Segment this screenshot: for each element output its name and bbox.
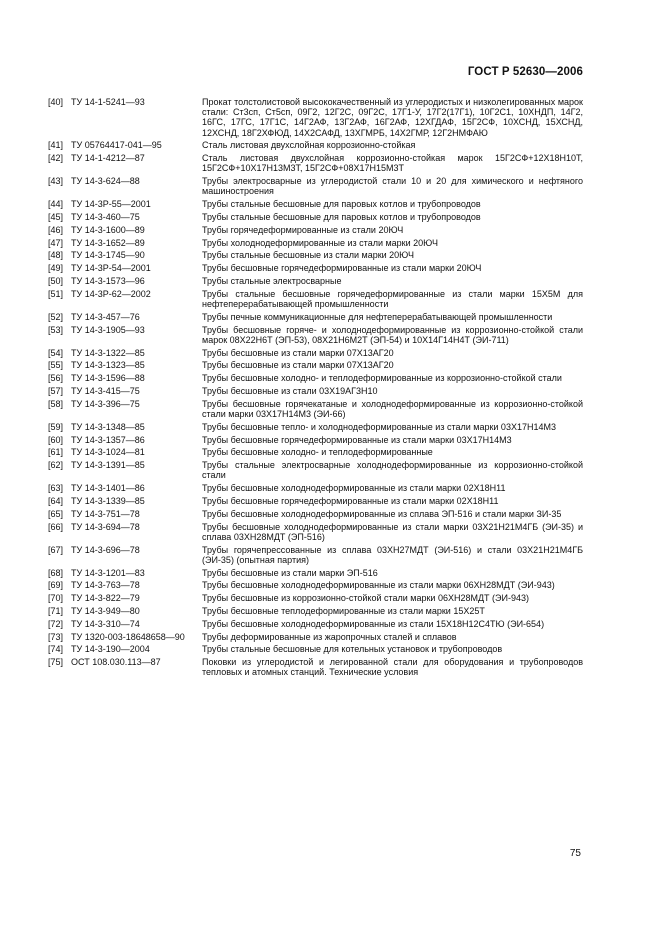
reference-item <box>48 632 583 642</box>
reference-item <box>48 276 583 286</box>
reference-item <box>48 225 583 235</box>
reference-number: [63] <box>48 483 64 494</box>
reference-item <box>48 212 583 222</box>
reference-document-code: ТУ 14-3Р-54—2001 <box>71 263 151 274</box>
reference-document-code: ТУ 14-3-1348—85 <box>71 421 145 432</box>
reference-title: Трубы стальные бесшовные из стали марки 20ЮЧ <box>202 250 414 261</box>
reference-number: [68] <box>48 567 64 578</box>
reference-item <box>48 348 583 358</box>
reference-number: [73] <box>48 631 64 642</box>
reference-number: [49] <box>48 263 64 274</box>
reference-title: Трубы бесшовные холодно- и теплодеформированные <box>202 447 433 458</box>
reference-number: [61] <box>48 447 64 458</box>
reference-title: Трубы бесшовные холоднодеформированные из стали марки 03Х21Н21М4ГБ (ЭИ-35) и сплава 03ХН28МДТ (ЭП-516) <box>202 521 583 542</box>
reference-document-code: ТУ 14-3-1905—93 <box>71 324 145 335</box>
reference-number: [41] <box>48 140 64 151</box>
reference-number: [45] <box>48 212 64 222</box>
reference-number: [57] <box>48 385 64 396</box>
reference-item <box>48 644 583 654</box>
reference-item <box>48 422 583 432</box>
reference-title: Трубы стальные бесшовные для паровых котлов и трубопроводов <box>202 199 481 210</box>
reference-document-code: ТУ 14-3-1339—85 <box>71 495 145 506</box>
reference-title: Трубы бесшовные тепло- и холоднодеформированные из стали марки 03Х17Н14М3 <box>202 421 556 432</box>
reference-document-code: ТУ 14-3-1401—86 <box>71 483 145 494</box>
reference-number: [56] <box>48 373 64 384</box>
reference-item <box>48 97 583 138</box>
reference-title: Трубы бесшовные горячедеформированные из стали марки 03Х17Н14М3 <box>202 434 512 445</box>
reference-number: [70] <box>48 593 64 604</box>
reference-item <box>48 360 583 370</box>
reference-item <box>48 545 583 565</box>
reference-item <box>48 325 583 345</box>
reference-number: [40] <box>48 97 64 107</box>
reference-document-code: ТУ 14-1-4212—87 <box>71 153 145 164</box>
reference-title: Трубы деформированные из жаропрочных сталей и сплавов <box>202 631 457 642</box>
reference-title: Трубы горячепрессованные из сплава 03ХН27МДТ (ЭИ-516) и стали 03Х21Н21М4ГБ (ЭИ-35) (опытная партия) <box>202 544 583 565</box>
reference-number: [71] <box>48 605 64 616</box>
reference-document-code: ТУ 14-3-396—75 <box>71 398 140 409</box>
reference-item <box>48 263 583 273</box>
reference-title: Трубы бесшовные из стали марки 07Х13АГ20 <box>202 360 394 371</box>
reference-number: [46] <box>48 224 64 235</box>
reference-document-code: ТУ 14-3-1745—90 <box>71 250 145 261</box>
reference-title: Трубы бесшовные горяче- и холоднодеформированные из коррозионно-стойкой стали марок 08Х22Н6Т (ЭП-53), 08Х21Н6М2Т (ЭП-54) и 10Х14Г14Н4Т (ЭИ-711) <box>202 324 583 345</box>
reference-number: [60] <box>48 434 64 445</box>
reference-number: [53] <box>48 324 64 335</box>
reference-number: [64] <box>48 495 64 506</box>
reference-document-code: ТУ 14-3-822—79 <box>71 593 140 604</box>
reference-title: Трубы стальные бесшовные для котельных установок и трубопроводов <box>202 644 503 655</box>
reference-document-code: ТУ 14-3-1201—83 <box>71 567 145 578</box>
reference-title: Трубы бесшовные из стали марки 07Х13АГ20 <box>202 347 394 358</box>
reference-item <box>48 435 583 445</box>
reference-document-code: ТУ 14-3-1600—89 <box>71 224 145 235</box>
reference-document-code: ТУ 1320-003-18648658—90 <box>71 631 185 642</box>
reference-title: Сталь листовая двухслойная коррозионно-стойкая марок 15Г2СФ+12Х18Н10Т, 15Г2СФ+10Х17Н13М3Т, 15Г2СФ+08Х17Н15М3Т <box>202 153 583 174</box>
reference-item <box>48 522 583 542</box>
reference-title: Трубы бесшовные холодно- и теплодеформированные из коррозионно-стойкой стали <box>202 373 562 384</box>
reference-number: [44] <box>48 199 64 210</box>
reference-title: Трубы бесшовные из стали 03Х19АГ3Н10 <box>202 385 378 396</box>
reference-document-code: ТУ 14-3-696—78 <box>71 544 140 555</box>
reference-title: Трубы стальные бесшовные для паровых котлов и трубопроводов <box>202 212 481 222</box>
reference-number: [72] <box>48 618 64 629</box>
reference-number: [43] <box>48 176 64 187</box>
reference-number: [67] <box>48 544 64 555</box>
reference-document-code: ТУ 14-3-457—76 <box>71 311 140 322</box>
reference-item <box>48 619 583 629</box>
reference-item <box>48 447 583 457</box>
reference-document-code: ТУ 14-3-694—78 <box>71 521 140 532</box>
reference-title: Трубы бесшовные холоднодеформированные из стали 15Х18Н12С4ТЮ (ЭИ-654) <box>202 618 545 629</box>
reference-number: [50] <box>48 275 64 286</box>
reference-title: Трубы горячедеформированные из стали 20ЮЧ <box>202 224 404 235</box>
reference-document-code: ТУ 14-3-949—80 <box>71 605 140 616</box>
reference-title: Трубы бесшовные горячекатаные и холоднодеформированные из коррозионно-стойкой стали марки 03Х17Н14М3 (ЭИ-66) <box>202 398 583 419</box>
reference-item <box>48 399 583 419</box>
reference-item <box>48 460 583 480</box>
reference-number: [48] <box>48 250 64 261</box>
reference-document-code: ТУ 14-3-1357—86 <box>71 434 145 445</box>
reference-title: Трубы бесшовные холоднодеформированные из сплава ЭП-516 и стали марки ЗИ-35 <box>202 508 562 519</box>
reference-number: [55] <box>48 360 64 371</box>
reference-document-code: ТУ 14-3-1652—89 <box>71 237 145 248</box>
reference-title: Трубы печные коммуникационные для нефтеперерабатывающей промышленности <box>202 311 553 322</box>
reference-item <box>48 657 583 677</box>
reference-title: Трубы бесшовные холоднодеформированные из стали марки 02Х18Н11 <box>202 483 506 494</box>
reference-item <box>48 593 583 603</box>
reference-item <box>48 496 583 506</box>
reference-document-code: ТУ 14-1-5241—93 <box>71 97 145 107</box>
reference-item <box>48 289 583 309</box>
reference-title: Трубы стальные бесшовные горячедеформированные из стали марки 15Х5М для нефтеперерабатывающей промышленности <box>202 288 583 309</box>
reference-item <box>48 568 583 578</box>
reference-title: Трубы стальные электросварные <box>202 275 342 286</box>
reference-document-code: ТУ 05764417-041—95 <box>71 140 162 151</box>
reference-title: Трубы бесшовные горячедеформированные из стали марки 02Х18Н11 <box>202 495 499 506</box>
reference-item <box>48 509 583 519</box>
reference-number: [51] <box>48 288 64 299</box>
reference-number: [54] <box>48 347 64 358</box>
reference-document-code: ТУ 14-3-1323—85 <box>71 360 145 371</box>
reference-number: [74] <box>48 644 64 655</box>
reference-item <box>48 386 583 396</box>
reference-number: [52] <box>48 311 64 322</box>
reference-document-code: ТУ 14-3-1391—85 <box>71 460 145 471</box>
reference-document-code: ТУ 14-3-310—74 <box>71 618 140 629</box>
page-number: 75 <box>569 848 581 859</box>
reference-item <box>48 140 583 150</box>
reference-document-code: ТУ 14-3-1573—96 <box>71 275 145 286</box>
reference-title: Поковки из углеродистой и легированной стали для оборудования и трубопроводов тепловых и атомных станций. Технические условия <box>202 657 583 678</box>
reference-number: [59] <box>48 421 64 432</box>
reference-document-code: ТУ 14-3Р-55—2001 <box>71 199 151 210</box>
reference-document-code: ТУ 14-3-1596—88 <box>71 373 145 384</box>
reference-item <box>48 373 583 383</box>
reference-document-code: ТУ 14-3-415—75 <box>71 385 140 396</box>
reference-item <box>48 238 583 248</box>
reference-title: Сталь листовая двухслойная коррозионно-стойкая <box>202 140 416 151</box>
reference-list <box>48 97 583 680</box>
reference-document-code: ТУ 14-3-763—78 <box>71 580 140 591</box>
reference-number: [69] <box>48 580 64 591</box>
reference-item <box>48 250 583 260</box>
reference-item <box>48 580 583 590</box>
reference-number: [62] <box>48 460 64 471</box>
reference-title: Трубы бесшовные из коррозионно-стойкой стали марки 06ХН28МДТ (ЭИ-943) <box>202 593 530 604</box>
reference-title: Трубы бесшовные холоднодеформированные из стали марки 06ХН28МДТ (ЭИ-943) <box>202 580 555 591</box>
reference-item <box>48 606 583 616</box>
reference-number: [75] <box>48 657 64 668</box>
reference-document-code: ОСТ 108.030.113—87 <box>71 657 161 668</box>
reference-document-code: ТУ 14-3Р-62—2002 <box>71 288 151 299</box>
reference-document-code: ТУ 14-3-751—78 <box>71 508 140 519</box>
reference-item <box>48 176 583 196</box>
reference-document-code: ТУ 14-3-1322—85 <box>71 347 145 358</box>
reference-number: [42] <box>48 153 64 164</box>
document-header: ГОСТ Р 52630—2006 <box>467 66 583 78</box>
reference-item <box>48 483 583 493</box>
reference-item <box>48 199 583 209</box>
reference-item <box>48 312 583 322</box>
reference-document-code: ТУ 14-3-624—88 <box>71 176 140 187</box>
reference-item <box>48 153 583 173</box>
reference-title: Прокат толстолистовой высококачественный из углеродистых и низколегированных марок стали: Ст3сп, Ст5сп, 09Г2, 12Г2С, 09Г2С, 17Г1-У, 17Г2(17Г1), 10Г2С1, 10ХНДП, 14Г2, 16ГС, 17ГС, 17Г1С, 14Г2АФ, 13Г2АФ, 16Г2АФ, 12ХГДАФ, 15Г2СФ, 10ХСНД, 15ХСНД, 12ХСНД, 18Г2ХФЮД, 14Х2САФД, 13ХГМРБ, 14Х2ГМР, 12Г2НМФАЮ <box>202 97 583 138</box>
reference-title: Трубы бесшовные теплодеформированные из стали марки 15Х25Т <box>202 605 485 616</box>
reference-number: [58] <box>48 398 64 409</box>
reference-number: [47] <box>48 237 64 248</box>
reference-number: [66] <box>48 521 64 532</box>
reference-title: Трубы электросварные из углеродистой стали 10 и 20 для химического и нефтяного машиностроения <box>202 176 583 197</box>
reference-document-code: ТУ 14-3-190—2004 <box>71 644 150 655</box>
reference-title: Трубы стальные электросварные холоднодеформированные из коррозионно-стойкой стали <box>202 460 583 481</box>
reference-document-code: ТУ 14-3-1024—81 <box>71 447 145 458</box>
reference-title: Трубы бесшовные горячедеформированные из стали марки 20ЮЧ <box>202 263 482 274</box>
reference-title: Трубы холоднодеформированные из стали марки 20ЮЧ <box>202 237 438 248</box>
reference-number: [65] <box>48 508 64 519</box>
reference-document-code: ТУ 14-3-460—75 <box>71 212 140 222</box>
reference-title: Трубы бесшовные из стали марки ЭП-516 <box>202 567 378 578</box>
